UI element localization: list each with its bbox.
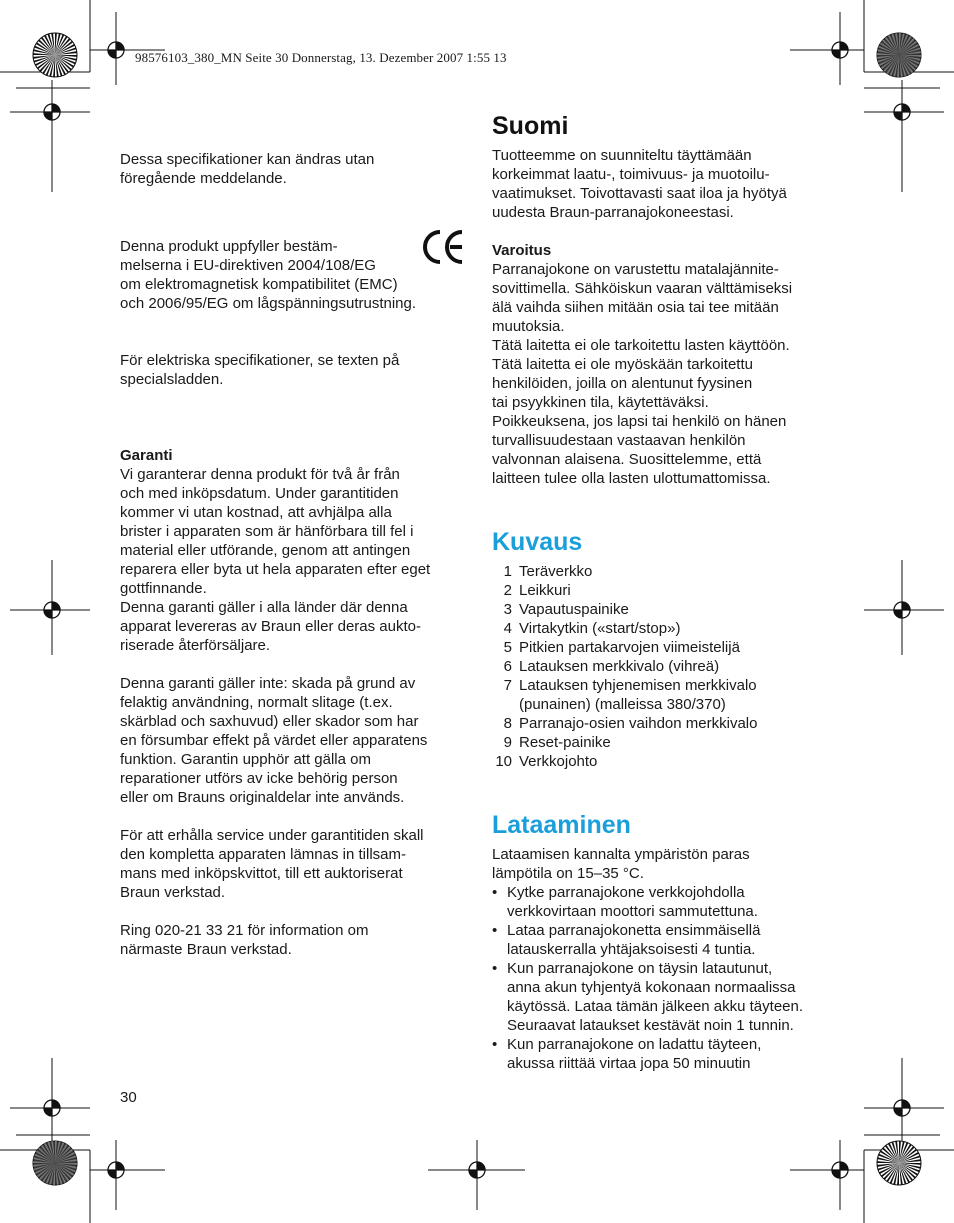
text-line: vaatimukset. Toivottavasti saat iloa ja hyötyä — [492, 185, 787, 202]
text-line: Parranajokone on varustettu matalajännite- — [492, 261, 779, 278]
section-title-suomi: Suomi — [492, 112, 569, 140]
kuvaus-item — [492, 657, 837, 676]
item-text-line: Teräverkko — [519, 563, 593, 580]
item-text — [519, 562, 592, 581]
lataaminen-bullet — [492, 959, 837, 1035]
text-line: eller om Brauns originaldelar inte används. — [120, 789, 405, 806]
item-text — [519, 714, 757, 733]
kuvaus-item — [492, 638, 837, 657]
item-text-line: Leikkuri — [519, 582, 571, 599]
text-line: lämpötila on 15–35 °C. — [492, 865, 644, 882]
item-text-line: Virtakytkin («start/stop») — [519, 620, 681, 637]
item-number: 5 — [503, 639, 512, 656]
kuvaus-item — [492, 676, 837, 714]
kuvaus-item — [492, 733, 837, 752]
bullet-text-line: Kytke parranajokone verkkojohdolla — [507, 884, 745, 901]
text-line: om elektromagnetisk kompatibilitet (EMC) — [120, 276, 398, 293]
emc-paragraph — [120, 237, 465, 313]
item-text-line: Vapautuspainike — [519, 601, 629, 618]
lataaminen-bullet — [492, 921, 837, 959]
spec-note — [120, 150, 465, 188]
item-text-line: Latauksen tyhjenemisen merkkivalo — [519, 677, 757, 694]
rosette-icon — [877, 33, 921, 77]
item-number: 6 — [503, 658, 512, 675]
item-number: 10 — [495, 753, 512, 770]
rosette-icon — [33, 1141, 77, 1185]
varoitus-paragraph — [492, 260, 837, 488]
garanti-paragraph-1 — [120, 465, 465, 655]
text-line: den kompletta apparaten lämnas in tillsam- — [120, 846, 406, 863]
bullet-text-line: Kun parranajokone on ladattu täyteen, — [507, 1036, 762, 1053]
page-number: 30 — [120, 1089, 137, 1106]
bullet-icon: • — [492, 1036, 498, 1053]
item-number: 3 — [503, 601, 512, 618]
bullet-icon: • — [492, 884, 498, 901]
text-line: och med inköpsdatum. Under garantitiden — [120, 485, 399, 502]
text-line: Tätä laitetta ei ole tarkoitettu lasten käyttöön. — [492, 337, 790, 354]
item-text — [519, 657, 719, 676]
item-number: 8 — [503, 715, 512, 732]
text-line: gottfinnande. — [120, 580, 207, 597]
text-line: Tuotteemme on suunniteltu täyttämään — [492, 147, 752, 164]
rosette-icon — [877, 1141, 921, 1185]
text-line: specialsladden. — [120, 371, 224, 388]
text-line: och 2006/95/EG om lågspänningsutrustning. — [120, 295, 417, 312]
print-header: 98576103_380_MN Seite 30 Donnerstag, 13. Dezember 2007 1:55 13 — [135, 50, 507, 65]
bullet-text-line: Kun parranajokone on täysin latautunut, — [507, 960, 773, 977]
text-line: För att erhålla service under garantitiden skall — [120, 827, 424, 844]
bullet-text-line: Lataa parranajokonetta ensimmäisellä — [507, 922, 761, 939]
text-line: sovittimella. Sähköiskun vaaran välttämiseksi — [492, 280, 793, 297]
text-line: felaktig användning, normalt slitage (t.ex. — [120, 694, 393, 711]
ce-mark-icon — [420, 228, 466, 266]
text-line: korkeimmat laatu-, toimivuus- ja muotoilu- — [492, 166, 770, 183]
text-line: material eller utförande, genom att antingen — [120, 542, 411, 559]
item-text-line: Latauksen merkkivalo (vihreä) — [519, 658, 720, 675]
text-line: Denna garanti gäller inte: skada på grund av — [120, 675, 416, 692]
text-line: turvallisuudestaan vastaavan henkilön — [492, 432, 746, 449]
kuvaus-item — [492, 714, 837, 733]
kuvaus-list — [492, 562, 837, 771]
text-line: Ring 020-21 33 21 för information om — [120, 922, 369, 939]
item-text — [519, 581, 571, 600]
text-line: älä vaihda siihen mitään osia tai tee mitään — [492, 299, 779, 316]
text-line: tai psyykkinen tila, käytettäväksi. — [492, 394, 709, 411]
text-line: melserna i EU-direktiven 2004/108/EG — [120, 257, 376, 274]
text-line: Dessa specifikationer kan ändras utan — [120, 151, 375, 168]
garanti-paragraph-3 — [120, 826, 465, 902]
item-number: 2 — [503, 582, 512, 599]
item-text-line: Pitkien partakarvojen viimeistelijä — [519, 639, 740, 656]
bullet-text-line: käytössä. Lataa tämän jälkeen akku täyteen. — [507, 998, 804, 1015]
text-line: laitteen tulee olla lasten ulottumattomissa. — [492, 470, 771, 487]
lataaminen-bullet — [492, 1035, 837, 1073]
item-text — [519, 600, 629, 619]
item-text — [519, 676, 757, 714]
bullet-text-line: verkkovirtaan moottori sammutettuna. — [507, 903, 758, 920]
text-line: Denna garanti gäller i alla länder där denna — [120, 599, 408, 616]
lataaminen-bullet — [492, 883, 837, 921]
text-line: apparat levereras av Braun eller deras aukto- — [120, 618, 421, 635]
text-line: riserade återförsäljare. — [120, 637, 271, 654]
item-text-line: Reset-painike — [519, 734, 611, 751]
electrical-note — [120, 351, 465, 389]
text-line: muutoksia. — [492, 318, 565, 335]
bullet-icon: • — [492, 960, 498, 977]
text-line: Vi garanterar denna produkt för två år från — [120, 466, 400, 483]
right-column — [492, 110, 837, 1073]
text-line: Poikkeuksena, jos lapsi tai henkilö on hänen — [492, 413, 787, 430]
text-line: reparationer utförs av icke behörig person — [120, 770, 398, 787]
bullet-text-line: latauskerralla yhtäjaksoisesti 4 tuntia. — [507, 941, 756, 958]
text-line: en försumbar effekt på värdet eller apparatens — [120, 732, 428, 749]
text-line: mans med inköpskvittot, till ett auktoriserat — [120, 865, 403, 882]
kuvaus-item — [492, 581, 837, 600]
kuvaus-item — [492, 752, 837, 771]
text-line: För elektriska specifikationer, se texten på — [120, 352, 400, 369]
item-text-line: (punainen) (malleissa 380/370) — [519, 696, 726, 713]
item-number: 7 — [503, 677, 512, 694]
text-line: Tätä laitetta ei ole myöskään tarkoitettu — [492, 356, 753, 373]
text-line: kommer vi utan kostnad, att avhjälpa alla — [120, 504, 392, 521]
section-title-kuvaus: Kuvaus — [492, 528, 583, 556]
text-line: närmaste Braun verkstad. — [120, 941, 292, 958]
item-text-line: Parranajo-osien vaihdon merkkivalo — [519, 715, 758, 732]
text-line: reparera eller byta ut hela apparaten efter eget — [120, 561, 431, 578]
intro-paragraph — [492, 146, 837, 222]
lataaminen-intro — [492, 845, 837, 883]
bullet-text — [507, 1035, 761, 1073]
text-line: Lataamisen kannalta ympäristön paras — [492, 846, 750, 863]
item-text — [519, 733, 611, 752]
bullet-text-line: akussa riittää virtaa jopa 50 minuutin — [507, 1055, 751, 1072]
item-text-line: Verkkojohto — [519, 753, 598, 770]
text-line: henkilöiden, joilla on alentunut fyysinen — [492, 375, 753, 392]
garanti-paragraph-2 — [120, 674, 465, 807]
item-number: 9 — [503, 734, 512, 751]
text-line: skärblad och saxhuvud) eller skador som har — [120, 713, 419, 730]
bullet-text — [507, 883, 758, 921]
bullet-icon: • — [492, 922, 498, 939]
kuvaus-item — [492, 619, 837, 638]
item-number: 4 — [503, 620, 512, 637]
left-column — [120, 150, 465, 959]
item-number: 1 — [503, 563, 512, 580]
text-line: Braun verkstad. — [120, 884, 226, 901]
text-line: valvonnan alaisena. Suosittelemme, että — [492, 451, 762, 468]
service-phone — [120, 921, 465, 959]
text-line: uudesta Braun-parranajokoneestasi. — [492, 204, 734, 221]
text-line: Denna produkt uppfyller bestäm- — [120, 238, 338, 255]
bullet-text — [507, 921, 760, 959]
item-text — [519, 638, 740, 657]
text-line: föregående meddelande. — [120, 170, 287, 187]
text-line: funktion. Garantin upphör att gälla om — [120, 751, 371, 768]
kuvaus-item — [492, 562, 837, 581]
bullet-text — [507, 959, 803, 1035]
bullet-text-line: Seuraavat lataukset kestävät noin 1 tunnin. — [507, 1017, 794, 1034]
varoitus-heading: Varoitus — [492, 242, 552, 259]
rosette-icon — [33, 33, 77, 77]
section-title-lataaminen: Lataaminen — [492, 811, 631, 839]
text-line: brister i apparaten som är hänförbara till fel i — [120, 523, 414, 540]
item-text — [519, 752, 597, 771]
bullet-text-line: anna akun tyhjentyä kokonaan normaalissa — [507, 979, 796, 996]
garanti-heading: Garanti — [120, 447, 173, 464]
kuvaus-item — [492, 600, 837, 619]
item-text — [519, 619, 680, 638]
lataaminen-list — [492, 883, 837, 1073]
